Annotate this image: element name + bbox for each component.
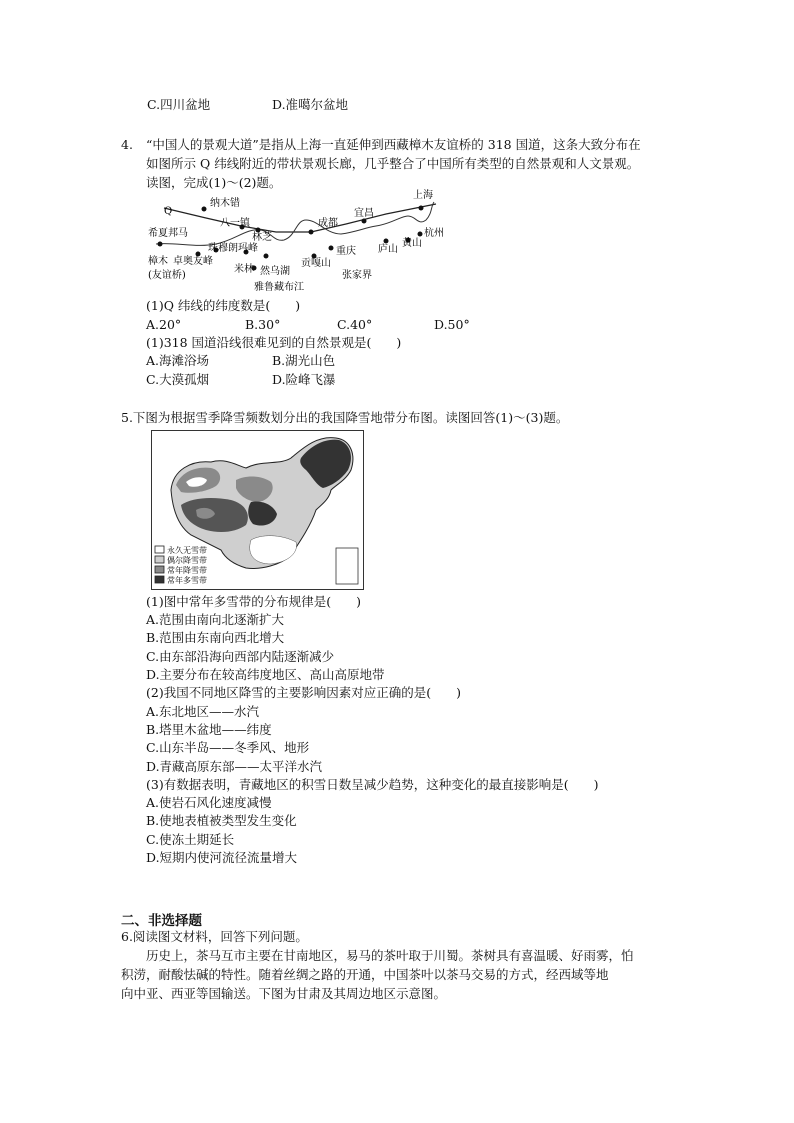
q5-sub1-a: A.范围由南向北逐渐扩大 — [146, 612, 285, 627]
q5-sub3-a: A.使岩石风化速度减慢 — [146, 795, 272, 810]
q4-sub1-a: A.20° — [146, 317, 182, 332]
q5-sub1-c: C.由东部沿海向西部内陆逐渐减少 — [146, 649, 335, 664]
legend-swatch-none — [155, 546, 164, 553]
q4-sub1-d: D.50° — [434, 317, 470, 332]
q4-stem-line2: 如图所示 Q 纬线附近的带状景观长廊，几乎整合了中国所有类型的自然景观和人文景观。 — [146, 156, 640, 171]
q4-number: 4. — [121, 137, 133, 152]
q3-option-d: D.准噶尔盆地 — [272, 97, 349, 112]
q5-sub1-b: B.范围由东南向西北增大 — [146, 630, 285, 645]
q6-paragraph-line1: 历史上，茶马互市主要在甘南地区，易马的茶叶取于川蜀。茶树具有喜温暖、好雨雾，怕 — [146, 948, 634, 963]
south-china-sea-inset — [336, 548, 358, 584]
q4-sub2-stem: (1)318 国道沿线很难见到的自然景观是( ) — [146, 335, 402, 350]
map-label-cho-oyu: 卓奥友峰 — [173, 256, 213, 267]
route-318-map — [146, 186, 446, 296]
map-label-gongga: 贡嘎山 — [301, 258, 331, 269]
q4-sub2-b: B.湖光山色 — [272, 353, 336, 368]
map-label-yichang: 宜昌 — [354, 208, 374, 219]
map-label-hangzhou: 杭州 — [424, 228, 444, 239]
q5-stem: 5.下图为根据雪季降雪频数划分出的我国降雪地带分布图。读图回答(1)～(3)题。 — [121, 410, 569, 425]
map-label-lushan: 庐山 — [378, 244, 398, 255]
q5-sub2-d: D.青藏高原东部——太平洋水汽 — [146, 759, 323, 774]
q5-sub1-d: D.主要分布在较高纬度地区、高山高原地带 — [146, 667, 385, 682]
q5-sub2-b: B.塔里木盆地——纬度 — [146, 722, 272, 737]
map-label-everest: 珠穆朗玛峰 — [208, 243, 258, 254]
legend-label-heavy: 常年多雪带 — [167, 576, 207, 585]
q4-sub1-b: B.30° — [245, 317, 281, 332]
route-line — [156, 202, 434, 245]
legend-swatch-occasional — [155, 556, 164, 563]
q4-sub1-stem: (1)Q 纬线的纬度数是( ) — [146, 298, 301, 313]
legend-label-none: 永久无雪带 — [167, 546, 207, 555]
q5-sub1-stem: (1)图中常年多雪带的分布规律是( ) — [146, 594, 361, 609]
legend-label-occasional: 偶尔降雪带 — [167, 556, 207, 565]
map-label-yarlung-tsangpo: 雅鲁藏布江 — [254, 282, 304, 293]
q5-sub3-c: C.使冻土期延长 — [146, 832, 235, 847]
legend-label-regular: 常年降雪带 — [167, 566, 207, 575]
q5-sub3-d: D.短期内使河流径流量增大 — [146, 850, 298, 865]
q5-sub2-c: C.山东半岛——冬季风、地形 — [146, 740, 310, 755]
map-label-friendship-bridge: (友谊桥) — [148, 270, 186, 281]
snow-belt-map — [151, 430, 364, 590]
map-label-nyingchi: 林芝 — [252, 232, 272, 243]
q4-sub2-d: D.险峰飞瀑 — [272, 372, 336, 387]
q4-stem-line1: “中国人的景观大道”是指从上海一直延伸到西藏樟木友谊桥的 318 国道，这条大致分布在 — [146, 137, 641, 152]
q4-sub2-c: C.大漠孤烟 — [146, 372, 210, 387]
q5-sub2-stem: (2)我国不同地区降雪的主要影响因素对应正确的是( ) — [146, 685, 461, 700]
q4-sub1-c: C.40° — [337, 317, 373, 332]
map-label-zhangjiajie: 张家界 — [342, 270, 372, 281]
map-label-huangshan: 黄山 — [402, 238, 422, 249]
legend-swatch-heavy — [155, 576, 164, 583]
section-title: 二、非选择题 — [121, 913, 202, 929]
q3-option-c: C.四川盆地 — [147, 97, 211, 112]
map-label-bayi: 八一镇 — [220, 218, 250, 229]
map-label-zhangmu: 樟木 — [148, 256, 168, 267]
q6-paragraph-line2: 积涝，耐酸怯碱的特性。随着丝绸之路的开通，中国茶叶以茶马交易的方式，经西域等地 — [121, 967, 609, 982]
q5-sub2-a: A.东北地区——水汽 — [146, 704, 260, 719]
q5-sub3-b: B.使地表植被类型发生变化 — [146, 813, 297, 828]
map-label-q: Q — [164, 206, 173, 217]
q4-sub2-a: A.海滩浴场 — [146, 353, 210, 368]
map-label-shanghai: 上海 — [413, 190, 433, 201]
q6-paragraph-line3: 向中亚、西亚等国输送。下图为甘肃及其周边地区示意图。 — [121, 986, 447, 1001]
map-label-shishapangma: 希夏邦马 — [148, 228, 188, 239]
map-label-chengdu: 成都 — [318, 218, 338, 229]
q4-stem-line3: 读图，完成(1)～(2)题。 — [146, 175, 282, 190]
q6-stem: 6.阅读图文材料，回答下列问题。 — [121, 929, 308, 944]
legend-swatch-regular — [155, 566, 164, 573]
q5-sub3-stem: (3)有数据表明，青藏地区的积雪日数呈减少趋势，这种变化的最直接影响是( ) — [146, 777, 599, 792]
map-label-mainling: 米林 — [234, 264, 254, 275]
map-label-namtso: 纳木错 — [210, 198, 240, 209]
map-label-ranwu-lake: 然乌湖 — [260, 266, 290, 277]
map-label-chongqing: 重庆 — [336, 246, 356, 257]
